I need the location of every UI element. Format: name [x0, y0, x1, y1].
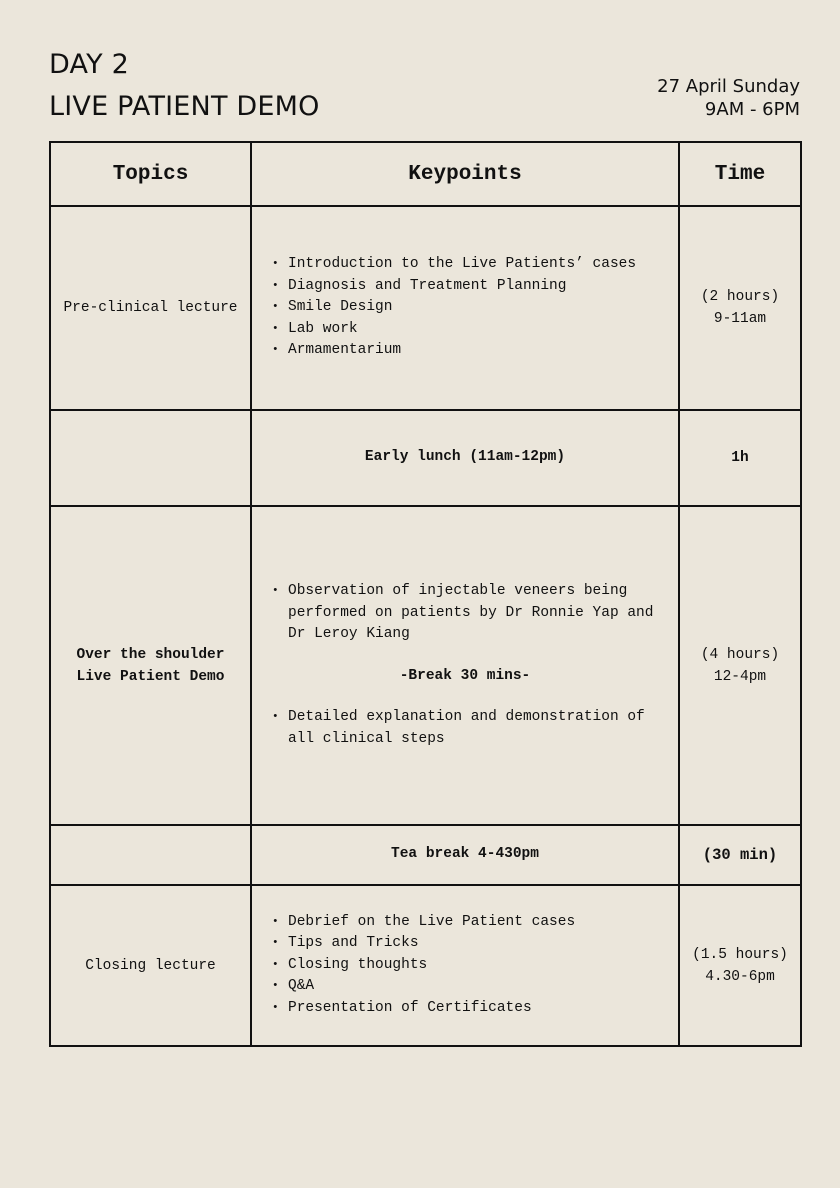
list-item: • Q&A: [288, 976, 672, 998]
table-row: [50, 410, 801, 506]
table-row: [50, 885, 801, 1046]
keypoints-cell: [251, 206, 679, 410]
lunch-text: Early lunch (11am-12pm): [364, 449, 566, 466]
time-duration: (4 hours): [700, 646, 780, 663]
time-cell: [679, 506, 801, 825]
topic-text: Closing lecture: [85, 957, 216, 974]
list-item: • Diagnosis and Treatment Planning: [288, 276, 672, 298]
keypoints-list: [258, 707, 672, 750]
topic-text-line2: Live Patient Demo: [76, 668, 225, 685]
topic-text: Pre-clinical lecture: [63, 300, 238, 316]
list-item: • Observation of injectable veneers being performed on patients by Dr Ronnie Yap and Dr Leroy Kiang: [288, 581, 672, 646]
day-label: DAY 2: [49, 49, 129, 80]
time-duration: (1.5 hours): [692, 946, 788, 963]
break-text: -Break 30 mins-: [399, 667, 531, 684]
keypoints-cell: [251, 885, 679, 1046]
table-row: [50, 506, 801, 825]
column-header-topics: Topics: [50, 142, 251, 206]
list-item: • Lab work: [288, 319, 672, 341]
list-item: • Closing thoughts: [288, 955, 672, 977]
topic-cell: [50, 885, 251, 1046]
topic-cell: [50, 206, 251, 410]
event-date: 27 April Sunday: [657, 76, 800, 97]
list-item: • Armamentarium: [288, 340, 672, 362]
table-row: [50, 206, 801, 410]
topic-text-line1: Over the shoulder: [76, 646, 225, 663]
time-duration: (30 min): [702, 846, 778, 864]
column-header-keypoints: Keypoints: [251, 142, 679, 206]
event-title: LIVE PATIENT DEMO: [49, 91, 320, 122]
topic-cell: [50, 825, 251, 885]
keypoints-cell: [251, 506, 679, 825]
time-cell: [679, 206, 801, 410]
page-title: [49, 44, 320, 128]
schedule-table: [49, 141, 802, 1047]
list-item: • Presentation of Certificates: [288, 998, 672, 1020]
list-item: • Tips and Tricks: [288, 933, 672, 955]
time-range: 12-4pm: [713, 668, 767, 685]
time-range: 9-11am: [713, 311, 767, 327]
list-item: • Introduction to the Live Patients’ cases: [288, 254, 672, 276]
table-header-row: [50, 142, 801, 206]
keypoints-cell: [251, 825, 679, 885]
keypoints-list: [258, 581, 672, 646]
keypoints-list: [258, 254, 672, 362]
time-cell: [679, 410, 801, 506]
event-hours: 9AM - 6PM: [704, 99, 800, 120]
topic-cell: [50, 410, 251, 506]
tea-break-text: Tea break 4-430pm: [391, 846, 539, 863]
list-item: • Detailed explanation and demonstration of all clinical steps: [288, 707, 672, 750]
time-cell: [679, 885, 801, 1046]
time-range: 4.30-6pm: [705, 968, 775, 985]
date-time-block: [657, 75, 800, 121]
topic-cell: [50, 506, 251, 825]
keypoints-list: [258, 912, 672, 1020]
list-item: • Debrief on the Live Patient cases: [288, 912, 672, 934]
list-item: • Smile Design: [288, 297, 672, 319]
table-row: [50, 825, 801, 885]
keypoints-cell: [251, 410, 679, 506]
column-header-time: Time: [679, 142, 801, 206]
time-duration: (2 hours): [700, 289, 780, 305]
time-duration: 1h: [731, 450, 749, 466]
time-cell: [679, 825, 801, 885]
